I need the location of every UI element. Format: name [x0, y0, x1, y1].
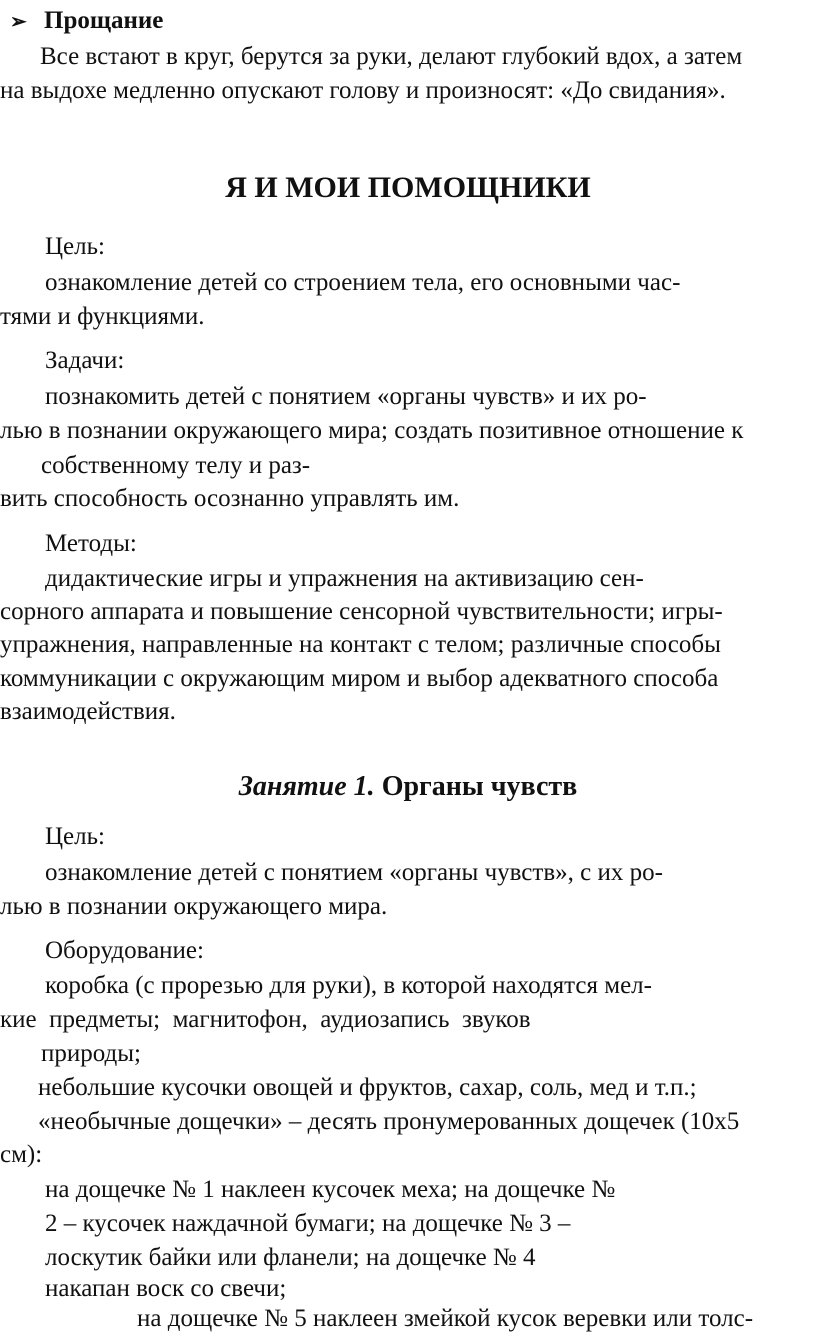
tasks-text-line: лью в познании окружающего мира; создать позитивное отношение к	[0, 417, 744, 444]
methods-text-line: упражнения, направленные на контакт с телом; различные способы	[0, 631, 721, 658]
equipment-text-line: 2 – кусочек наждачной бумаги; на дощечке № 3 –	[45, 1210, 571, 1237]
equipment-text-line: накапан воск со свечи;	[45, 1275, 287, 1302]
equipment-text-line: на дощечке № 5 наклеен змейкой кусок веревки или толс-	[137, 1305, 754, 1332]
section-title: Я И МОИ ПОМОЩНИКИ	[225, 171, 591, 204]
methods-label: Методы:	[45, 530, 137, 557]
lesson-heading	[0, 770, 816, 804]
tasks-text-line: вить способность осознанно управлять им.	[0, 485, 460, 512]
tasks-text-line: познакомить детей с понятием «органы чувств» и их ро-	[45, 383, 647, 410]
methods-text-line: взаимодействия.	[0, 698, 176, 725]
equipment-text-line: на дощечке № 1 наклеен кусочек меха; на дощечке №	[45, 1176, 616, 1203]
equipment-text-line: см):	[0, 1141, 43, 1168]
equipment-text-line: коробка (с прорезью для руки), в которой находятся мел-	[45, 972, 652, 999]
goal-text-line: тями и функциями.	[0, 303, 205, 330]
tasks-label: Задачи:	[45, 347, 125, 374]
methods-text-line: дидактические игры и упражнения на активизацию сен-	[45, 565, 644, 592]
lesson-title: Органы чувств	[381, 771, 578, 802]
lesson-goal-text-line: лью в познании окружающего мира.	[0, 893, 388, 920]
goal-label: Цель:	[45, 233, 105, 260]
equipment-text-line: небольшие кусочки овощей и фруктов, сахар, соль, мед и т.п.;	[38, 1074, 697, 1101]
arrow-bullet-icon: ➢	[10, 11, 27, 33]
equipment-text-line: «необычные дощечки» – десять пронумерованных дощечек (10х5	[38, 1108, 740, 1135]
tasks-text-line: собственному телу и раз-	[41, 452, 311, 479]
methods-text-line: сорного аппарата и повышение сенсорной чувствительности; игры-	[0, 598, 723, 625]
equipment-text-line: природы;	[41, 1040, 141, 1067]
farewell-title: Прощание	[44, 7, 164, 34]
farewell-heading	[10, 6, 163, 37]
goal-text-line: ознакомление детей со строением тела, его основными час-	[45, 269, 681, 296]
methods-text-line: коммуникации с окружающим миром и выбор адекватного способа	[0, 665, 719, 692]
farewell-text-line: Все встают в круг, берутся за руки, делают глубокий вдох, а затем	[40, 43, 743, 70]
equipment-text-line: кие предметы; магнитофон, аудиозапись звуков	[0, 1006, 531, 1033]
farewell-text-line: на выдохе медленно опускают голову и произносят: «До свидания».	[0, 77, 726, 104]
equipment-text-line: лоскутик байки или фланели; на дощечке № 4	[45, 1244, 536, 1271]
lesson-goal-label: Цель:	[45, 823, 105, 850]
lesson-goal-text-line: ознакомление детей с понятием «органы чувств», с их ро-	[45, 859, 663, 886]
lesson-number: Занятие 1.	[238, 771, 375, 802]
equipment-label: Оборудование:	[45, 937, 204, 964]
